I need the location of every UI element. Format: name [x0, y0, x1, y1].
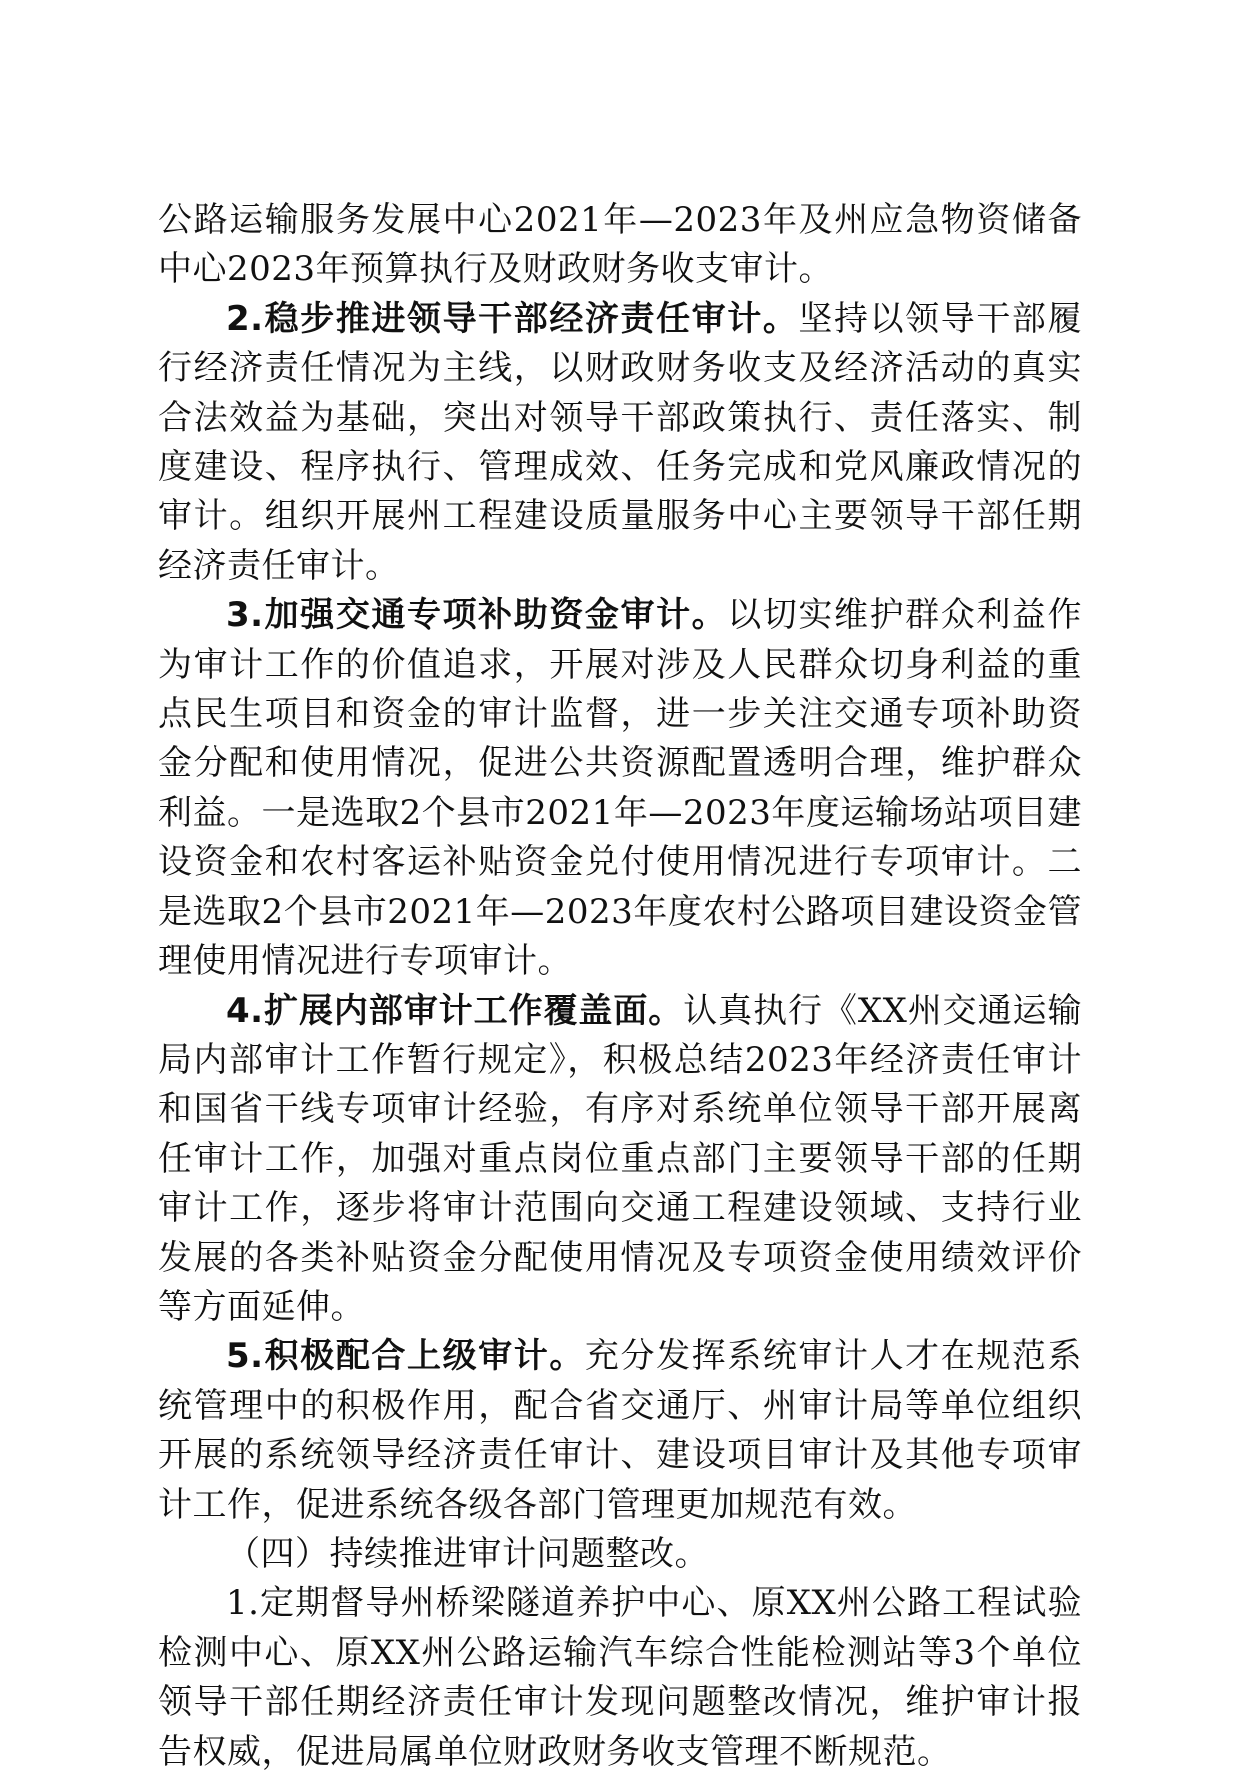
paragraph-text: 公路运输服务发展中心2021年—2023年及州应急物资储备中心2023年预算执行及财政财务收支审计。 [158, 200, 1082, 290]
paragraph-superior-audit [158, 1332, 1082, 1530]
paragraph-continuation [158, 196, 1082, 295]
section-heading-rectification [158, 1530, 1082, 1579]
section-heading-text: （四）持续推进审计问题整改。 [226, 1533, 709, 1574]
paragraph-text: 充分发挥系统审计人才在规范系统管理中的积极作用，配合省交通厅、州审计局等单位组织开展的系统领导经济责任审计、建设项目审计及其他专项审计工作，促进系统各级各部门管理更加规范有效。 [158, 1336, 1083, 1525]
paragraph-text: 以切实维护群众利益作为审计工作的价值追求，开展对涉及人民群众切身利益的重点民生项目和资金的审计监督，进一步关注交通专项补助资金分配和使用情况，促进公共资源配置透明合理，维护群众利益。一是选取2个县市2021年—2023年度运输场站项目建设资金和农村客运补贴资金兑付使用情况进行专项审计。二是选取2个县市2021年—2023年度农村公路项目建设资金管理使用情况进行专项审计。 [158, 595, 1083, 982]
paragraph-transport-subsidy-audit [158, 591, 1082, 986]
paragraph-heading: 4.扩展内部审计工作覆盖面。 [226, 990, 684, 1031]
paragraph-rectification-item-1 [158, 1579, 1082, 1777]
paragraph-text: 认真执行《XX州交通运输局内部审计工作暂行规定》，积极总结2023年经济责任审计和国省干线专项审计经验，有序对系统单位领导干部开展离任审计工作，加强对重点岗位重点部门主要领导干部的任期审计工作，逐步将审计范围向交通工程建设领域、支持行业发展的各类补贴资金分配使用情况及专项资金使用绩效评价等方面延伸。 [158, 990, 1082, 1327]
paragraph-heading: 3.加强交通专项补助资金审计。 [226, 595, 728, 636]
paragraph-heading: 5.积极配合上级审计。 [226, 1336, 585, 1377]
paragraph-internal-audit [158, 987, 1082, 1333]
paragraph-leadership-audit [158, 295, 1082, 591]
paragraph-text: 坚持以领导干部履行经济责任情况为主线，以财政财务收支及经济活动的真实合法效益为基础，突出对领导干部政策执行、责任落实、制度建设、程序执行、管理成效、任务完成和党风廉政情况的审计。组织开展州工程建设质量服务中心主要领导干部任期经济责任审计。 [158, 298, 1083, 586]
paragraph-text: 1.定期督导州桥梁隧道养护中心、原XX州公路工程试验检测中心、原XX州公路运输汽车综合性能检测站等3个单位领导干部任期经济责任审计发现问题整改情况，维护审计报告权威，促进局属单位财政财务收支管理不断规范。 [158, 1583, 1082, 1772]
paragraph-heading: 2.稳步推进领导干部经济责任审计。 [226, 298, 799, 339]
document-body [158, 196, 1082, 1777]
